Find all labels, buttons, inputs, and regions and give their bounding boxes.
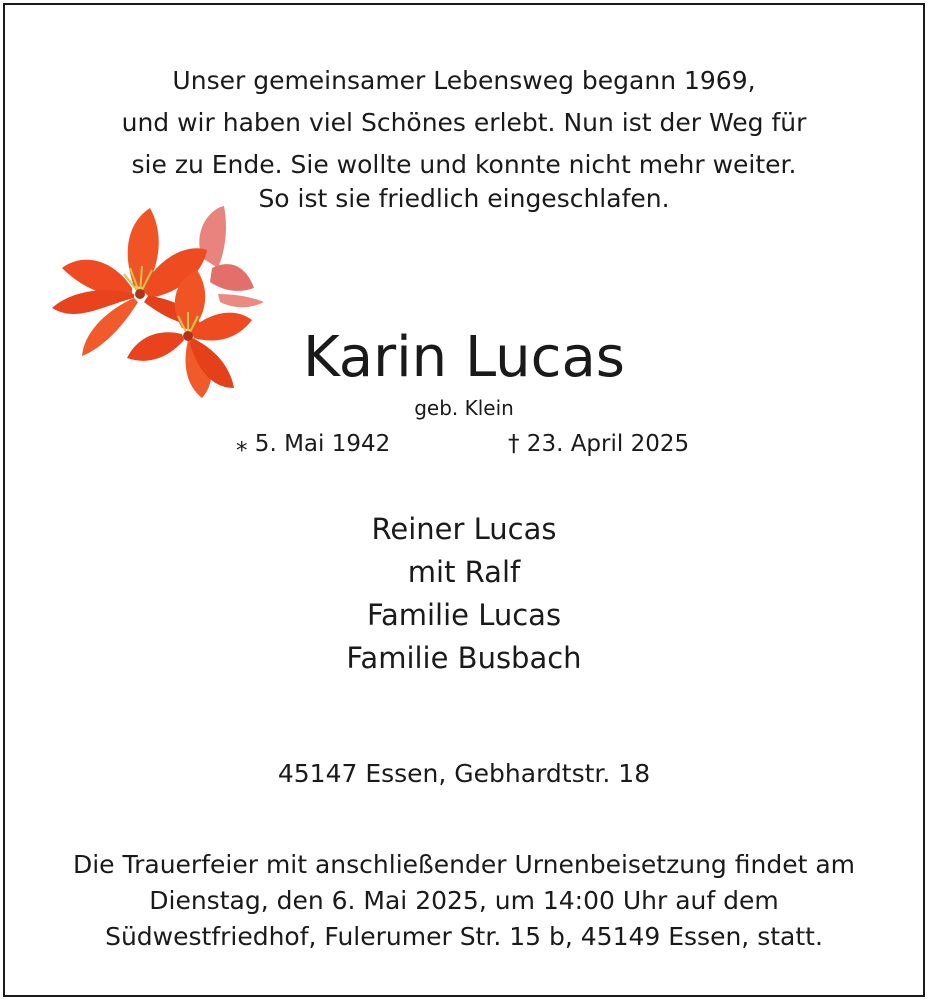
poem-line-1: Unser gemeinsamer Lebensweg begann 1969, <box>172 66 756 95</box>
maiden-name: geb. Klein <box>414 396 514 420</box>
deceased-name: Karin Lucas <box>303 325 625 390</box>
notice-line-1: Die Trauerfeier mit anschließender Urnenbeisetzung findet am <box>72 850 855 879</box>
mourner-2: mit Ralf <box>407 555 521 589</box>
mourner-1: Reiner Lucas <box>371 512 557 546</box>
poem-line-3: sie zu Ende. Sie wollte und konnte nicht mehr weiter. <box>131 150 797 179</box>
birth-date: ⁎ 5. Mai 1942 <box>236 431 391 457</box>
family-address: 45147 Essen, Gebhardtstr. 18 <box>277 759 651 788</box>
mourner-3: Familie Lucas <box>366 598 562 632</box>
poem-line-2: und wir haben viel Schönes erlebt. Nun ist der Weg für <box>121 108 807 137</box>
mourner-4: Familie Busbach <box>346 641 582 675</box>
notice-line-3: Südwestfriedhof, Fulerumer Str. 15 b, 45149 Essen, statt. <box>105 922 823 951</box>
notice-line-2: Dienstag, den 6. Mai 2025, um 14:00 Uhr auf dem <box>149 886 779 915</box>
death-date: † 23. April 2025 <box>508 431 690 457</box>
poem-line-4: So ist sie friedlich eingeschlafen. <box>258 184 670 213</box>
